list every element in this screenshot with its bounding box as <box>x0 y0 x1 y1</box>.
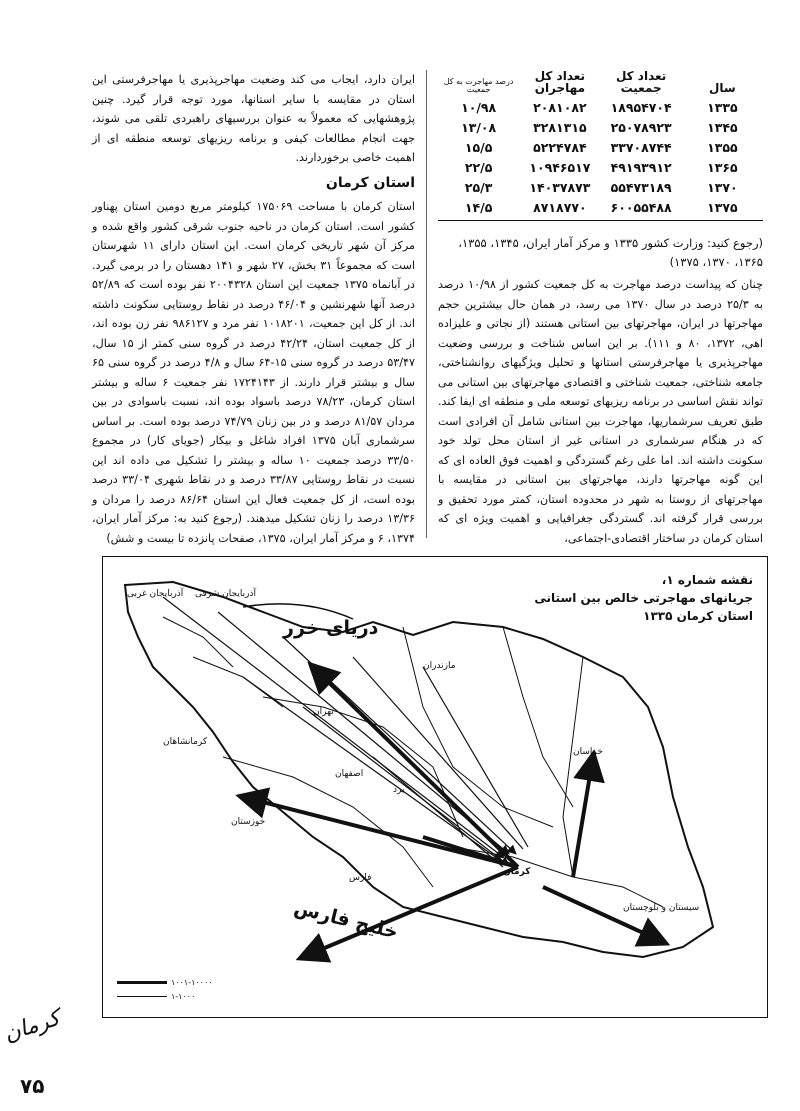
map-label-isfahan: اصفهان <box>335 769 364 779</box>
cell-year: ۱۳۶۵ <box>707 159 738 175</box>
header-migrants: تعداد کل مهاجران <box>534 69 586 95</box>
cell-year: ۱۳۷۵ <box>707 199 738 215</box>
right-column <box>438 275 763 548</box>
legend-thin-label: ۱-۱۰۰۰ <box>171 991 196 1001</box>
map-label-yazd: یزد <box>393 785 405 795</box>
map-title <box>534 571 753 625</box>
map-label-mazandaran: مازندران <box>423 661 456 671</box>
legend-thick-line <box>117 981 167 984</box>
cell-year: ۱۳۳۵ <box>707 99 738 115</box>
migration-table <box>438 70 763 221</box>
cell-percent: ۱۰/۹۸ <box>461 99 497 115</box>
caspian-sea-label: دریای خزر <box>283 617 379 639</box>
cell-year: ۱۳۵۵ <box>707 139 738 155</box>
cell-migrants: ۳۲۸۱۳۱۵ <box>533 119 587 135</box>
map-title-line-3: استان کرمان ۱۳۳۵ <box>643 609 753 623</box>
cell-population: ۶۰۰۵۵۴۸۸ <box>610 199 672 215</box>
map-label-kermanshah: کرمانشاهان <box>163 737 208 747</box>
cell-percent: ۱۳/۰۸ <box>461 119 497 135</box>
table-bottom-rule <box>438 220 763 221</box>
page-number: ۷۵ <box>20 1074 45 1098</box>
brand-logo: کرمان <box>0 1005 64 1048</box>
header-year: سال <box>709 81 736 95</box>
header-population: تعداد کل جمعیت <box>615 69 667 95</box>
map-label-khorasan: خراسان <box>573 747 603 757</box>
map-label-azarbaijan-w: آذربایجان غربی <box>127 589 184 599</box>
table-row <box>438 138 763 158</box>
table-row <box>438 98 763 118</box>
map-label-kerman: کرمان <box>503 867 531 877</box>
column-divider <box>426 70 427 538</box>
migration-map <box>102 556 768 1018</box>
map-drawing <box>103 557 767 1017</box>
legend-item-thick <box>117 975 213 989</box>
map-title-line-2: جریانهای مهاجرتی خالص بین استانی <box>534 591 753 605</box>
cell-migrants: ۲۰۸۱۰۸۲ <box>533 99 587 115</box>
map-label-fars: فارس <box>349 873 372 883</box>
table-header <box>438 70 763 98</box>
cell-percent: ۲۲/۵ <box>464 159 493 175</box>
map-label-khuzestan: خوزستان <box>231 817 266 827</box>
cell-percent: ۱۴/۵ <box>464 199 493 215</box>
cell-migrants: ۸۷۱۸۷۷۰ <box>533 199 587 215</box>
cell-percent: ۱۵/۵ <box>464 139 493 155</box>
cell-migrants: ۱۴۰۳۷۸۷۳ <box>529 179 591 195</box>
table-source: (رجوع کنید: وزارت کشور ۱۳۳۵ و مرکز آمار ایران، ۱۳۴۵، ۱۳۵۵، ۱۳۶۵، ۱۳۷۰، ۱۳۷۵) <box>458 236 763 269</box>
cell-population: ۵۵۴۷۳۱۸۹ <box>610 179 672 195</box>
map-label-tehran: تهران <box>313 707 334 717</box>
table-row <box>438 178 763 198</box>
persian-gulf-label: خلیج فارس <box>291 896 401 944</box>
cell-year: ۱۳۴۵ <box>707 119 738 135</box>
cell-population: ۲۵۰۷۸۹۲۳ <box>610 119 672 135</box>
section-heading: استان کرمان <box>325 174 415 191</box>
map-title-line-1: نقشه شماره ۱، <box>661 573 753 587</box>
table-row <box>438 158 763 178</box>
left-body-paragraph: استان کرمان با مساحت ۱۷۵۰۶۹ کیلومتر مربع دومین استان پهناور کشور است. استان کرمان در ناحیه جنوب شرقی کشور واقع شده و مرکز آن شهر تاریخی کرمان است. این استان دارای ۱۱ شهرستان است که مجموعاً ۳۱ بخش، ۲۷ شهر و ۱۴۱ دهستان را در برمی گیرد. در آبانماه ۱۳۷۵ جمعیت این استان ۲۰۰۴۳۲۸ نفر بوده است که ۵۲/۸۹ درصد آنها شهرنشین و ۴۶/۰۴ درصد در نقاط روستایی سکونت داشته اند. از کل این جمعیت، ۱۰۱۸۲۰۱ نفر مرد و ۹۸۶۱۲۷ نفر زن بوده اند، از کل جمعیت استان، ۴۲/۲۴ درصد در گروه سنی کمتر از ۱۵ سال، ۵۳/۴۷ درصد در گروه سنی ۱۵-۶۴ سال و ۴/۸ درصد در گروه سنی ۶۵ سال و بیشتر قرار دارند. از ۱۷۲۴۱۴۳ نفر جمعیت ۶ ساله و بیشتر استان کرمان، ۷۸/۲۳ درصد باسواد بوده اند، نسبت باسوادی در بین مردان ۸۱/۵۷ درصد و در بین زنان ۷۴/۷۹ درصد بوده است. بر اساس سرشماری آبان ۱۳۷۵ افراد شاغل و بیکار (جویای کار) در مجموع ۳۳/۵۰ درصد جمعیت ۱۰ ساله و بیشتر را تشکیل می داده اند این نسبت در نقاط روستایی ۳۳/۸۷ درصد و در نقاط شهری ۳۳/۰۴ درصد بوده است، از کل جمعیت فعال این استان ۸۶/۶۴ درصد را مردان و ۱۳/۳۶ درصد را زنان تشکیل میدهند. (رجوع کنید به: مرکز آمار ایران، ۱۳۷۴، ۶ و مرکز آمار ایران، ۱۳۷۵، صفحات پانزده تا بیست و شش) <box>92 200 416 545</box>
cell-percent: ۲۵/۳ <box>464 179 493 195</box>
legend-item-thin <box>117 989 213 1003</box>
map-label-azarbaijan-e: آذربایجان شرقی <box>195 589 256 599</box>
header-percent: درصد مهاجرت به کل جمعیت <box>443 77 514 94</box>
map-label-sistan: سیستان و بلوچستان <box>623 903 700 913</box>
map-legend <box>117 975 213 1003</box>
cell-year: ۱۳۷۰ <box>707 179 738 195</box>
table-row <box>438 198 763 218</box>
table-row <box>438 118 763 138</box>
left-intro-paragraph: ایران دارد، ایجاب می کند وضعیت مهاجرپذیری یا مهاجرفرستی این استان در مقایسه با سایر استانها، مورد توجه قرار گیرد. چنین پژوهشهایی که معمولاً به عنوان بررسیهای راهبردی تلقی می شوند، جهت انجام مطالعات کیفی و برنامه ریزیهای توسعه منطقه ای از اهمیت خاصی برخوردارند. <box>92 73 415 164</box>
legend-thick-label: ۱۰۰۱-۱۰۰۰۰ <box>171 977 213 987</box>
cell-population: ۱۸۹۵۴۷۰۴ <box>610 99 672 115</box>
cell-migrants: ۵۲۲۴۷۸۴ <box>533 139 587 155</box>
left-column <box>92 70 415 548</box>
cell-migrants: ۱۰۹۴۶۵۱۷ <box>529 159 591 175</box>
legend-thin-line <box>117 996 167 997</box>
right-paragraph: چنان که پیداست درصد مهاجرت به کل جمعیت کشور از ۱۰/۹۸ درصد به ۲۵/۳ درصد در سال ۱۳۷۰ می رسد، در همان حال بیشترین حجم مهاجرتها در ایران، مهاجرتهای بین استانی هستند (از نجاتی و علیزاده اهی، ۱۳۷۲، ۸۰ و ۱۱۱). بر این اساس شناخت و بررسی وضعیت مهاجرپذیری یا مهاجرفرستی استانها و تحلیل ویژگیهای روانشناختی، جامعه شناختی، جمعیت شناختی و اقتصادی مهاجرتهای بین استانی می تواند نقش اساسی در برنامه ریزیهای توسعه ملی و منطقه ای ایفا کند. طبق تعریف سرشماریها، مهاجرت بین استانی شامل آن افرادی است که در هنگام سرشماری در استانی غیر از استان محل تولد خود سکونت داشته اند. اما علی رغم گستردگی و اهمیت فوق العاده ای که این گونه مهاجرتها دارند، مهاجرتهای بین استانی در مقایسه با مهاجرتهای از روستا به شهر در محدوده استان، کمتر مورد تحقیق و بررسی قرار گرفته اند. گستردگی جغرافیایی و اهمیت ویژه ای که استان کرمان در ساختار اقتصادی-اجتماعی، <box>438 278 764 545</box>
cell-population: ۴۹۱۹۳۹۱۲ <box>610 159 672 175</box>
cell-population: ۳۳۷۰۸۷۴۴ <box>610 139 672 155</box>
